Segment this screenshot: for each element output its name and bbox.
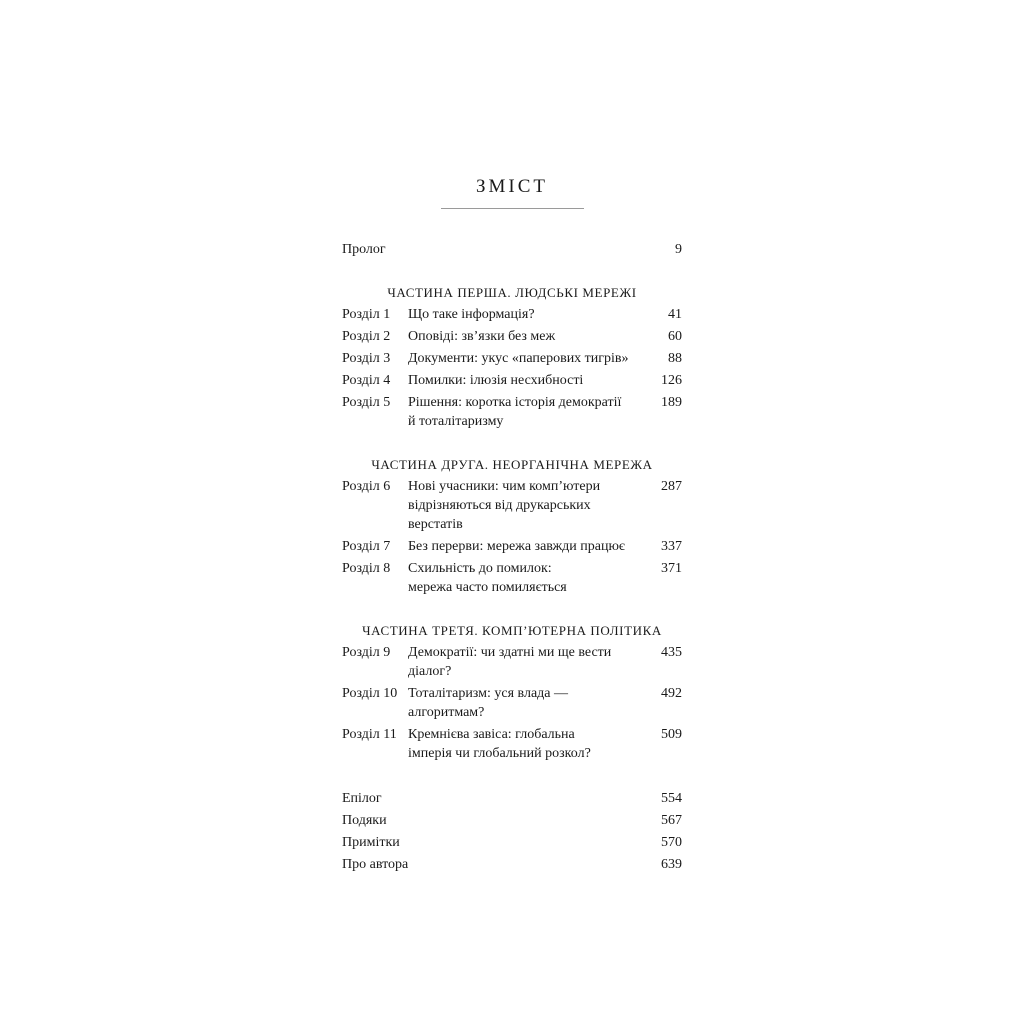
chapter-label: Розділ 1 (342, 307, 391, 322)
page-number: 41 (668, 307, 682, 322)
chapter-label: Розділ 5 (342, 395, 391, 410)
toc-entry-chapter[interactable] (342, 725, 682, 763)
chapter-title: Помилки: ілюзія несхибності (408, 373, 584, 388)
entry-title: Епілог (342, 791, 382, 806)
page-number: 189 (661, 395, 682, 410)
chapter-label: Розділ 9 (342, 645, 391, 660)
part-title: ЧАСТИНА ДРУГА. НЕОРГАНІЧНА МЕРЕЖА (371, 457, 653, 472)
chapter-label: Розділ 4 (342, 373, 391, 388)
table-of-contents (342, 240, 682, 877)
page-number: 492 (661, 686, 682, 701)
toc-entry-chapter[interactable] (342, 643, 682, 681)
title-divider (441, 208, 584, 209)
chapter-title: Оповіді: зв’язки без меж (408, 329, 556, 344)
page-number: 88 (668, 351, 682, 366)
toc-page (342, 0, 682, 1024)
entry-title: Пролог (342, 242, 386, 257)
chapter-title: Тоталітаризм: уся влада — алгоритмам? (408, 686, 569, 720)
chapter-label: Розділ 11 (342, 727, 397, 742)
toc-entry-epilogue[interactable] (342, 789, 682, 808)
chapter-label: Розділ 3 (342, 351, 391, 366)
toc-entry-chapter[interactable] (342, 684, 682, 722)
chapter-label: Розділ 2 (342, 329, 391, 344)
page-number: 337 (661, 539, 682, 554)
chapter-title: Рішення: коротка історія демократії й тоталітаризму (408, 395, 622, 429)
chapter-label: Розділ 6 (342, 479, 391, 494)
chapter-title: Кремнієва завіса: глобальна імперія чи глобальний розкол? (408, 727, 591, 761)
toc-entry-chapter[interactable] (342, 349, 682, 368)
chapter-label: Розділ 7 (342, 539, 391, 554)
toc-entry-notes[interactable] (342, 833, 682, 852)
toc-entry-chapter[interactable] (342, 559, 682, 597)
page-number: 371 (661, 561, 682, 576)
chapter-label: Розділ 10 (342, 686, 398, 701)
page-number: 9 (675, 242, 682, 257)
chapter-title: Що таке інформація? (408, 307, 535, 322)
entry-title: Подяки (342, 813, 387, 828)
toc-entry-chapter[interactable] (342, 327, 682, 346)
page-number: 570 (661, 835, 682, 850)
toc-entry-about-author[interactable] (342, 855, 682, 874)
toc-entry-chapter[interactable] (342, 393, 682, 431)
chapter-label: Розділ 8 (342, 561, 391, 576)
entry-title: Про автора (342, 857, 409, 872)
toc-entry-chapter[interactable] (342, 537, 682, 556)
chapter-title: Демократії: чи здатні ми ще вести діалог? (408, 645, 612, 679)
toc-entry-chapter[interactable] (342, 305, 682, 324)
page-number: 567 (661, 813, 682, 828)
page-number: 126 (661, 373, 682, 388)
page-number: 509 (661, 727, 682, 742)
toc-entry-acknowledgements[interactable] (342, 811, 682, 830)
chapter-title: Схильність до помилок: мережа часто помиляється (408, 561, 567, 595)
toc-entry-chapter[interactable] (342, 477, 682, 534)
part-title: ЧАСТИНА ПЕРША. ЛЮДСЬКІ МЕРЕЖІ (387, 285, 637, 300)
page-number: 435 (661, 645, 682, 660)
page-title: ЗМІСТ (475, 176, 549, 197)
chapter-title: Нові учасники: чим комп’ютери відрізняються від друкарських верстатів (408, 479, 601, 532)
page-number: 639 (661, 857, 682, 872)
chapter-title: Документи: укус «паперових тигрів» (408, 351, 629, 366)
page-number: 554 (661, 791, 682, 806)
page-number: 287 (661, 479, 682, 494)
entry-title: Примітки (342, 835, 400, 850)
page-number: 60 (668, 329, 682, 344)
chapter-title: Без перерви: мережа завжди працює (408, 539, 625, 554)
toc-entry-chapter[interactable] (342, 371, 682, 390)
part-title: ЧАСТИНА ТРЕТЯ. КОМП’ЮТЕРНА ПОЛІТИКА (362, 623, 662, 638)
toc-entry-prologue[interactable] (342, 240, 682, 259)
